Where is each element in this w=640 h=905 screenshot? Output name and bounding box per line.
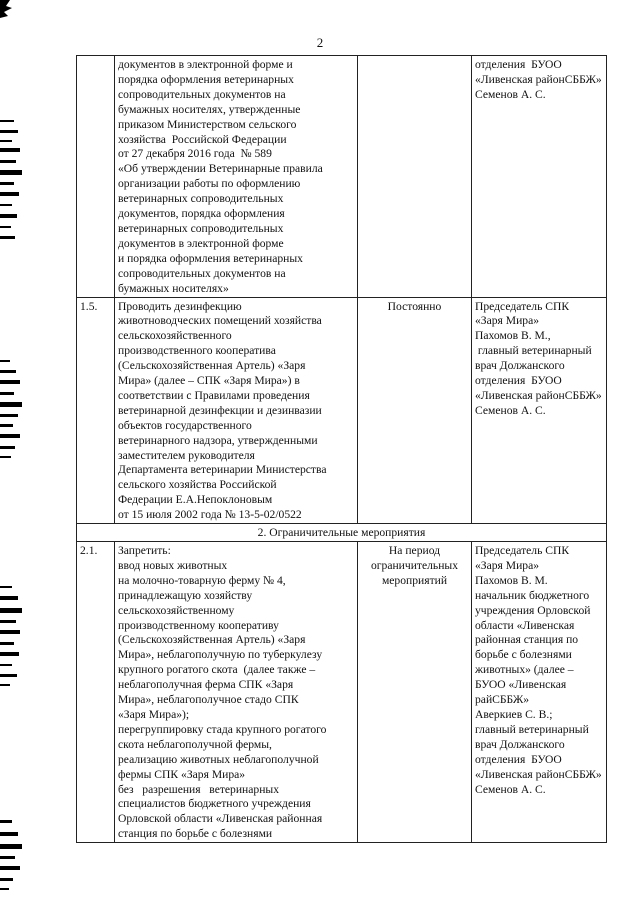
text-line: документов в электронной форме (118, 236, 284, 250)
text-line: бумажных носителях, утвержденные (118, 102, 301, 116)
text-line: сопроводительных документов на (118, 87, 286, 101)
page-number: 2 (316, 35, 324, 50)
row-term (358, 542, 472, 843)
section-row (77, 524, 607, 542)
text-line: скота неблагополучной фермы, (118, 737, 272, 751)
text-line: (Сельскохозяйственная Артель) «Заря (118, 359, 306, 373)
text-line: Семенов А. С. (475, 87, 546, 101)
text-line: Запретить: (118, 544, 171, 557)
table-row (77, 542, 607, 843)
text-line: документов в электронной форме и (118, 58, 293, 71)
table-row (77, 56, 607, 298)
text-line: ветеринарного надзора, утвержденными (118, 433, 318, 447)
text-line: «Ливенская районСББЖ» (475, 388, 602, 402)
text-line: сельскохозяйственного (118, 329, 232, 343)
row-term (358, 56, 472, 298)
text-line: хозяйства Российской Федерации (118, 132, 287, 146)
text-line: Пахомов В. М., (475, 329, 551, 343)
row-description (115, 297, 358, 524)
text-line: Председатель СПК (475, 299, 570, 313)
text-line: объектов государственного (118, 418, 252, 432)
text-line: приказом Министерством сельского (118, 117, 297, 131)
section-title: 2. Ограничительные мероприятия (77, 524, 607, 542)
text-line: главный ветеринарный (475, 722, 589, 736)
text-line: и порядка оформления ветеринарных (118, 251, 303, 265)
text-line: перегруппировку стада крупного рогатого (118, 722, 327, 736)
row-number: 1.5. (77, 297, 115, 524)
row-description (115, 542, 358, 843)
text-line: «Ливенская районСББЖ» (475, 767, 602, 781)
text-line: отделения БУОО (475, 58, 562, 71)
scan-edge-artifact (0, 0, 22, 905)
text-line: Постоянно (387, 299, 442, 313)
text-line: животных» (далее – (475, 663, 574, 677)
text-line: принадлежащую хозяйству (118, 588, 253, 602)
measures-table (76, 55, 607, 843)
text-line: производственного кооператива (118, 344, 276, 358)
text-line: отделения БУОО (475, 752, 562, 766)
text-line: На период (388, 544, 441, 557)
text-line: неблагополучная ферма СПК «Заря (118, 678, 294, 692)
row-responsible (472, 297, 607, 524)
text-line: Пахомов В. М. (475, 573, 548, 587)
text-line: Семенов А. С. (475, 403, 546, 417)
text-line: райСББЖ» (475, 693, 530, 707)
text-line: сельскохозяйственному (118, 603, 235, 617)
text-line: Семенов А. С. (475, 782, 546, 796)
text-line: «Заря Мира» (475, 314, 540, 328)
text-line: ввод новых животных (118, 558, 228, 572)
text-line: станция по борьбе с болезнями (118, 827, 273, 841)
text-line: начальник бюджетного (475, 588, 590, 602)
row-term (358, 297, 472, 524)
text-line: специалистов бюджетного учреждения (118, 797, 311, 811)
text-line: реализацию животных неблагополучной (118, 752, 319, 766)
text-line: мероприятий (381, 573, 448, 587)
text-line: учреждения Орловской (475, 603, 591, 617)
text-line: на молочно-товарную ферму № 4, (118, 573, 286, 587)
text-line: ограничительных (370, 558, 458, 572)
text-line: ветеринарной дезинфекции и дезинвазии (118, 403, 322, 417)
text-line: Федерации Е.А.Непоклоновым (118, 493, 273, 507)
text-line: сельского хозяйства Российской (118, 478, 277, 492)
table-row (77, 297, 607, 524)
text-line: «Заря Мира»); (118, 707, 190, 721)
text-line: Орловской области «Ливенская районная (118, 812, 323, 826)
text-line: от 27 декабря 2016 года № 589 (118, 147, 272, 161)
row-number: 2.1. (77, 542, 115, 843)
text-line: организации работы по оформлению (118, 177, 301, 191)
text-line: бумажных носителях» (118, 281, 229, 295)
text-line: (Сельскохозяйственная Артель) «Заря (118, 633, 306, 647)
row-responsible (472, 56, 607, 298)
text-line: без разрешения ветеринарных (118, 782, 279, 796)
text-line: производственному кооперативу (118, 618, 279, 632)
text-line: главный ветеринарный (475, 344, 592, 358)
text-line: Аверкиев С. В.; (475, 707, 553, 721)
row-description (115, 56, 358, 298)
row-responsible (472, 542, 607, 843)
text-line: порядка оформления ветеринарных (118, 72, 294, 86)
text-line: документов, порядка оформления (118, 207, 285, 221)
text-line: ветеринарных сопроводительных (118, 192, 284, 206)
row-number (77, 56, 115, 298)
text-line: сопроводительных документов на (118, 266, 286, 280)
text-line: области «Ливенская (475, 618, 575, 632)
text-line: ветеринарных сопроводительных (118, 221, 284, 235)
text-line: Мира», неблагополучную по туберкулезу (118, 648, 323, 662)
text-line: БУОО «Ливенская (475, 678, 567, 692)
text-line: заместителем руководителя (118, 448, 255, 462)
text-line: Мира», неблагополучное стадо СПК (118, 693, 299, 707)
text-line: врач Должанского (475, 737, 565, 751)
text-line: крупного рогатого скота (далее также – (118, 663, 316, 677)
text-line: «Ливенская районСББЖ» (475, 72, 602, 86)
text-line: фермы СПК «Заря Мира» (118, 767, 246, 781)
text-line: Мира» (далее – СПК «Заря Мира») в (118, 374, 300, 388)
text-line: борьбе с болезнями (475, 648, 572, 662)
text-line: «Об утверждении Ветеринарные правила (118, 162, 323, 176)
text-line: районная станция по (475, 633, 579, 647)
text-line: отделения БУОО (475, 374, 562, 388)
text-line: «Заря Мира» (475, 558, 540, 572)
text-line: от 15 июля 2002 года № 13-5-02/0522 (118, 508, 302, 522)
text-line: врач Должанского (475, 359, 565, 373)
text-line: Председатель СПК (475, 544, 570, 557)
text-line: Проводить дезинфекцию (118, 299, 242, 313)
text-line: Департамента ветеринарии Министерства (118, 463, 327, 477)
text-line: животноводческих помещений хозяйства (118, 314, 322, 328)
text-line: соответствии с Правилами проведения (118, 388, 310, 402)
